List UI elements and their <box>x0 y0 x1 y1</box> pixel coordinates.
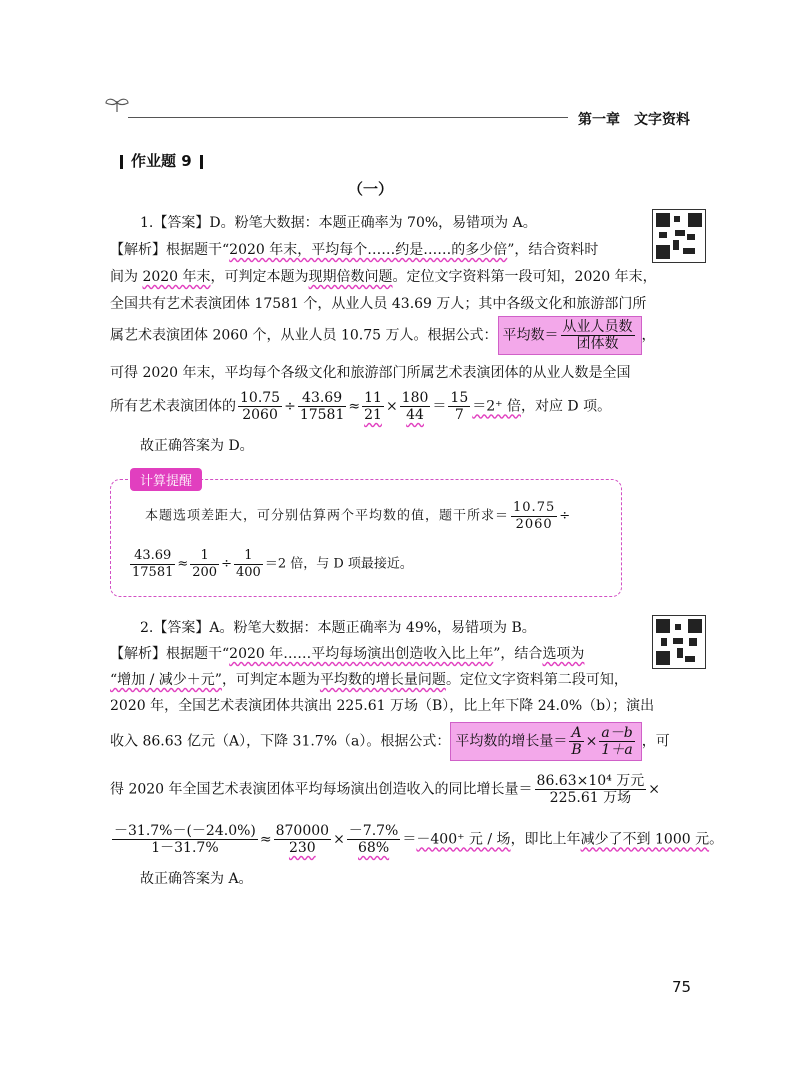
q2-analysis-line: 2020 年，全国艺术表演团体共演出 225.61 万场（B），比上年下降 24.0%（b）；演出 <box>110 698 655 714</box>
q2-calc-line: $\frac{-31.7\%-(-24.0\%)}{1-31.7\%}$ ≈ $\frac{870000}{230}$ × $\frac{-7.7\%}{68\%}$ ＝－400⁺ 元 / 场，即比上年减少了不到 1000 元。 <box>114 823 724 856</box>
q1-formula: 平均数＝ $\frac{\text{从业人员数}}{\text{团体数}}$ <box>498 316 642 355</box>
header-rule <box>128 117 568 118</box>
tip-text-line: 本题选项差距大，可分别估算两个平均数的值，题干所求＝ $\frac{10.75}{2060}$ ÷ <box>145 500 572 532</box>
qr-code-icon[interactable] <box>652 615 706 669</box>
q1-analysis-line: 间为 2020 年末，可判定本题为现期倍数问题。定位文字资料第一段可知，2020 年末， <box>110 269 657 285</box>
homework-title-text: 作业题 9 <box>131 152 192 170</box>
homework-title <box>120 150 203 171</box>
section-label: （一） <box>348 180 394 198</box>
header-chapter: 第一章 <box>578 112 620 128</box>
q2-analysis-line: “增加 / 减少＋元”，可判定本题为平均数的增长量问题。定位文字资料第二段可知， <box>110 672 628 688</box>
q2-analysis-line: 收入 86.63 亿元（A），下降 31.7%（a）。根据公式： 平均数的增长量＝ $\frac{A}{B}$ × $\frac{a-b}{1+a}$ ，可 <box>110 722 670 761</box>
tip-text-line: $\frac{43.69}{17581}$ ≈ $\frac{1}{200}$ ÷ $\frac{1}{400}$ ＝2 倍，与 D 项最接近。 <box>132 548 413 580</box>
q1-conclusion: 故正确答案为 D。 <box>140 438 254 454</box>
q2-conclusion: 故正确答案为 A。 <box>140 871 253 887</box>
q2-formula: 平均数的增长量＝ $\frac{A}{B}$ × $\frac{a-b}{1+a}$ <box>450 722 641 761</box>
qr-code-icon[interactable] <box>652 209 706 263</box>
sprout-icon <box>104 95 130 117</box>
tip-label: 计算提醒 <box>130 468 202 491</box>
q1-analysis-line: 属艺术表演团体 2060 个，从业人员 10.75 万人。根据公式： 平均数＝ $\frac{\text{从业人员数}}{\text{团体数}}$ ， <box>110 316 656 355</box>
q1-analysis-line: 【解析】根据题干“2020 年末，平均每个……约是……的多少倍”，结合资料时 <box>110 242 599 258</box>
header-section: 文字资料 <box>634 112 690 128</box>
q1-analysis-line: 全国共有艺术表演团体 17581 个，从业人员 43.69 万人；其中各级文化和旅游部门所 <box>110 296 647 312</box>
q2-answer-line: 2.【答案】A。粉笔大数据：本题正确率为 49%，易错项为 B。 <box>140 620 536 636</box>
q2-analysis-line: 【解析】根据题干“2020 年……平均每场演出创造收入比上年”，结合选项为 <box>110 646 585 662</box>
page-number: 75 <box>672 978 692 996</box>
q1-calc-line: 所有艺术表演团体的 $\frac{10.75}{2060}$ ÷ $\frac{43.69}{17581}$ ≈ $\frac{11}{21}$ × $\frac{180}{44}$ ＝ $\frac{15}{7}$ ＝2⁺ 倍，对应 D 项。 <box>110 390 612 423</box>
q1-answer-line: 1.【答案】D。粉笔大数据：本题正确率为 70%，易错项为 A。 <box>140 215 537 231</box>
q1-analysis-line: 可得 2020 年末，平均每个各级文化和旅游部门所属艺术表演团体的从业人数是全国 <box>110 365 631 381</box>
q2-calc-line: 得 2020 年全国艺术表演团体平均每场演出创造收入的同比增长量＝ $\frac{\text{86.63×10⁴ 万元}}{\text{225.61 万场}}$ × <box>110 773 660 806</box>
